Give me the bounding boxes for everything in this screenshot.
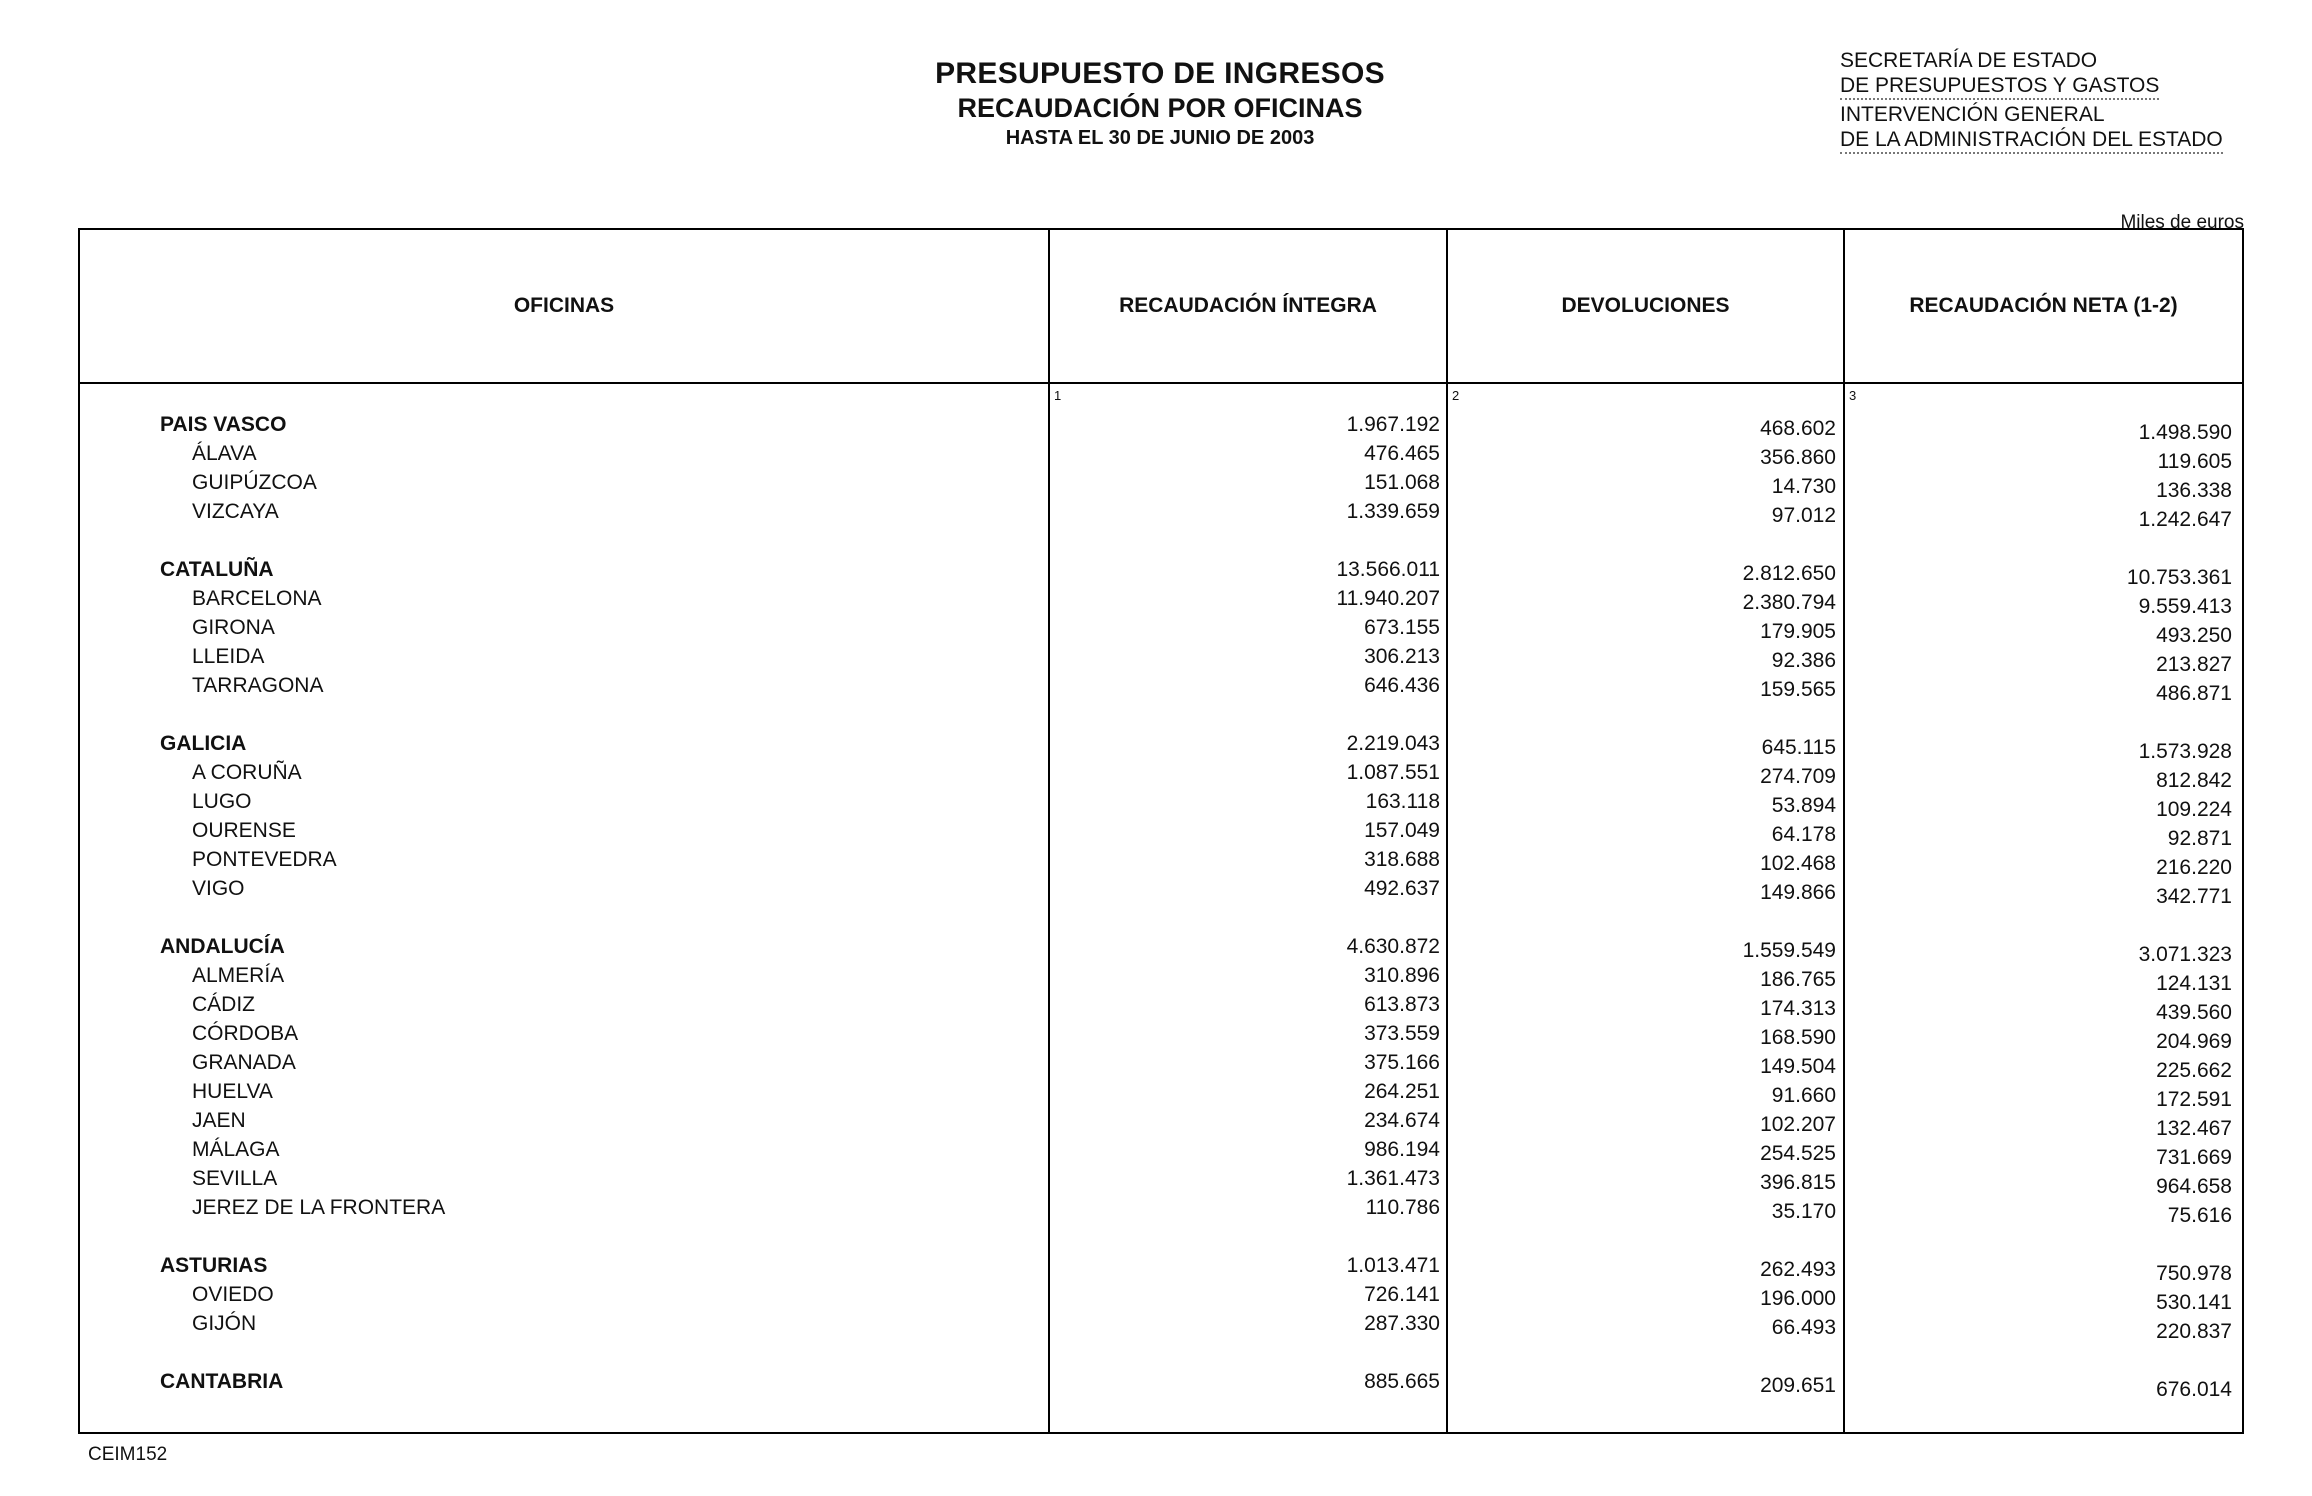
devoluciones-value: 14.730 — [1771, 475, 1836, 498]
header-divider — [78, 382, 2244, 384]
table-row — [80, 1280, 2242, 1314]
region-row — [80, 410, 2242, 444]
devoluciones-value: 179.905 — [1760, 620, 1836, 643]
column-header-recaudacion-integra: RECAUDACIÓN ÍNTEGRA — [1119, 294, 1377, 317]
table-row — [80, 497, 2242, 531]
devoluciones-value: 1.559.549 — [1742, 939, 1836, 962]
office-name: ÁLAVA — [192, 442, 257, 465]
report-subtitle: RECAUDACIÓN POR OFICINAS — [957, 93, 1363, 123]
office-name: TARRAGONA — [192, 674, 324, 697]
table-row — [80, 845, 2242, 879]
column-header-recaudacion-neta: RECAUDACIÓN NETA (1-2) — [1909, 294, 2178, 317]
recaudacion-neta-value: 124.131 — [2156, 972, 2232, 995]
table-row — [80, 874, 2242, 908]
recaudacion-integra-value: 1.087.551 — [1346, 761, 1440, 784]
recaudacion-integra-value: 1.013.471 — [1346, 1254, 1440, 1277]
recaudacion-neta-value: 9.559.413 — [2138, 595, 2232, 618]
devoluciones-value: 2.812.650 — [1742, 562, 1836, 585]
table-row — [80, 439, 2242, 473]
agency-line: SECRETARÍA DE ESTADO — [1840, 49, 2098, 72]
devoluciones-value: 396.815 — [1760, 1171, 1836, 1194]
table-row — [80, 1019, 2242, 1053]
region-row — [80, 1367, 2242, 1401]
office-name: VIZCAYA — [192, 500, 279, 523]
recaudacion-neta-value: 530.141 — [2156, 1291, 2232, 1314]
recaudacion-integra-value: 476.465 — [1364, 442, 1440, 465]
devoluciones-value: 274.709 — [1760, 765, 1836, 788]
region-name: CANTABRIA — [160, 1370, 284, 1393]
table-row — [80, 1048, 2242, 1082]
table-row — [80, 1077, 2242, 1111]
region-name: PAIS VASCO — [160, 413, 287, 436]
recaudacion-integra-value: 373.559 — [1364, 1022, 1440, 1045]
office-name: PONTEVEDRA — [192, 848, 337, 871]
table-row — [80, 671, 2242, 705]
devoluciones-value: 168.590 — [1760, 1026, 1836, 1049]
table-row — [80, 584, 2242, 618]
recaudacion-neta-value: 216.220 — [2156, 856, 2232, 879]
devoluciones-value: 92.386 — [1771, 649, 1836, 672]
recaudacion-neta-value: 109.224 — [2156, 798, 2232, 821]
devoluciones-value: 262.493 — [1760, 1258, 1836, 1281]
devoluciones-value: 254.525 — [1760, 1142, 1836, 1165]
office-name: GRANADA — [192, 1051, 296, 1074]
recaudacion-neta-value: 132.467 — [2156, 1117, 2232, 1140]
recaudacion-neta-value: 1.498.590 — [2138, 421, 2232, 444]
devoluciones-value: 97.012 — [1771, 504, 1836, 527]
region-name: CATALUÑA — [160, 558, 274, 581]
table-row — [80, 1106, 2242, 1140]
office-name: LLEIDA — [192, 645, 265, 668]
recaudacion-neta-value: 75.616 — [2167, 1204, 2232, 1227]
agency-line: INTERVENCIÓN GENERAL — [1840, 103, 2105, 126]
units-label: Miles de euros — [2120, 212, 2244, 233]
region-name: ASTURIAS — [160, 1254, 268, 1277]
recaudacion-integra-value: 163.118 — [1365, 790, 1440, 813]
devoluciones-value: 356.860 — [1760, 446, 1836, 469]
devoluciones-value: 91.660 — [1771, 1084, 1836, 1107]
region-name: GALICIA — [160, 732, 247, 755]
recaudacion-integra-value: 1.361.473 — [1346, 1167, 1440, 1190]
agency-line: DE PRESUPUESTOS Y GASTOS — [1840, 74, 2159, 100]
recaudacion-integra-value: 306.213 — [1364, 645, 1440, 668]
devoluciones-value: 159.565 — [1760, 678, 1836, 701]
devoluciones-value: 2.380.794 — [1742, 591, 1836, 614]
recaudacion-neta-value: 10.753.361 — [2126, 566, 2232, 589]
recaudacion-integra-value: 264.251 — [1364, 1080, 1440, 1103]
office-name: MÁLAGA — [192, 1138, 280, 1161]
recaudacion-integra-value: 287.330 — [1364, 1312, 1440, 1335]
office-name: OVIEDO — [192, 1283, 274, 1306]
table-row — [80, 1164, 2242, 1198]
region-row — [80, 1251, 2242, 1285]
devoluciones-value: 468.602 — [1760, 417, 1836, 440]
recaudacion-neta-value: 1.242.647 — [2138, 508, 2232, 531]
office-name: GUIPÚZCOA — [192, 471, 317, 494]
devoluciones-value: 149.504 — [1760, 1055, 1836, 1078]
recaudacion-neta-value: 439.560 — [2156, 1001, 2232, 1024]
table-row — [80, 990, 2242, 1024]
form-code: CEIM152 — [88, 1444, 168, 1465]
office-name: SEVILLA — [192, 1167, 278, 1190]
recaudacion-neta-value: 676.014 — [2156, 1378, 2232, 1401]
column-number: 1 — [1054, 388, 1062, 403]
table-row — [80, 468, 2242, 502]
recaudacion-integra-value: 1.339.659 — [1346, 500, 1440, 523]
recaudacion-neta-value: 964.658 — [2156, 1175, 2232, 1198]
devoluciones-value: 102.468 — [1760, 852, 1836, 875]
recaudacion-integra-value: 151.068 — [1364, 471, 1440, 494]
recaudacion-neta-value: 493.250 — [2156, 624, 2232, 647]
table-row — [80, 613, 2242, 647]
table-row — [80, 961, 2242, 995]
recaudacion-integra-value: 310.896 — [1364, 964, 1440, 987]
recaudacion-integra-value: 646.436 — [1364, 674, 1440, 697]
region-row — [80, 729, 2242, 763]
devoluciones-value: 149.866 — [1760, 881, 1836, 904]
recaudacion-integra-value: 1.967.192 — [1346, 413, 1440, 436]
report-title-block — [840, 56, 1480, 152]
office-name: JAEN — [192, 1109, 246, 1132]
recaudacion-integra-value: 2.219.043 — [1346, 732, 1440, 755]
recaudacion-integra-value: 234.674 — [1364, 1109, 1440, 1132]
report-title: PRESUPUESTO DE INGRESOS — [935, 57, 1385, 90]
recaudacion-neta-value: 3.071.323 — [2138, 943, 2232, 966]
recaudacion-neta-value: 136.338 — [2156, 479, 2232, 502]
recaudacion-integra-value: 4.630.872 — [1346, 935, 1440, 958]
agency-block — [1840, 48, 2223, 152]
region-row — [80, 555, 2242, 589]
devoluciones-value: 102.207 — [1760, 1113, 1836, 1136]
office-name: CÁDIZ — [192, 993, 255, 1016]
region-row — [80, 932, 2242, 966]
office-name: ALMERÍA — [192, 964, 285, 987]
recaudacion-neta-value: 1.573.928 — [2138, 740, 2232, 763]
devoluciones-value: 66.493 — [1771, 1316, 1836, 1339]
recaudacion-integra-value: 885.665 — [1364, 1370, 1440, 1393]
devoluciones-value: 196.000 — [1760, 1287, 1836, 1310]
column-number: 2 — [1452, 388, 1460, 403]
recaudacion-neta-value: 342.771 — [2156, 885, 2232, 908]
recaudacion-integra-value: 110.786 — [1365, 1196, 1440, 1219]
office-name: BARCELONA — [192, 587, 322, 610]
recaudacion-neta-value: 750.978 — [2156, 1262, 2232, 1285]
recaudacion-neta-value: 225.662 — [2156, 1059, 2232, 1082]
recaudacion-integra-value: 613.873 — [1364, 993, 1440, 1016]
recaudacion-neta-value: 213.827 — [2156, 653, 2232, 676]
region-name: ANDALUCÍA — [160, 935, 285, 958]
recaudacion-integra-value: 986.194 — [1364, 1138, 1440, 1161]
recaudacion-integra-value: 726.141 — [1364, 1283, 1440, 1306]
devoluciones-value: 645.115 — [1761, 736, 1836, 759]
table-row — [80, 642, 2242, 676]
office-name: A CORUÑA — [192, 761, 302, 784]
report-period: HASTA EL 30 DE JUNIO DE 2003 — [1005, 127, 1315, 149]
office-name: VIGO — [192, 877, 245, 900]
recaudacion-neta-value: 92.871 — [2167, 827, 2232, 850]
devoluciones-value: 186.765 — [1760, 968, 1836, 991]
office-name: OURENSE — [192, 819, 296, 842]
recaudacion-neta-value: 220.837 — [2156, 1320, 2232, 1343]
office-name: LUGO — [192, 790, 252, 813]
recaudacion-integra-value: 375.166 — [1364, 1051, 1440, 1074]
recaudacion-integra-value: 11.940.207 — [1336, 587, 1440, 610]
table-row — [80, 1193, 2242, 1227]
column-number: 3 — [1849, 388, 1857, 403]
devoluciones-value: 53.894 — [1771, 794, 1836, 817]
recaudacion-neta-value: 812.842 — [2156, 769, 2232, 792]
recaudacion-neta-value: 204.969 — [2156, 1030, 2232, 1053]
devoluciones-value: 209.651 — [1760, 1374, 1836, 1397]
column-header-oficinas: OFICINAS — [513, 294, 615, 317]
recaudacion-neta-value: 731.669 — [2156, 1146, 2232, 1169]
table-body — [80, 410, 2242, 1401]
recaudacion-neta-value: 119.605 — [2157, 450, 2232, 473]
table-row — [80, 1135, 2242, 1169]
recaudacion-integra-value: 492.637 — [1364, 877, 1440, 900]
office-name: CÓRDOBA — [192, 1022, 299, 1045]
devoluciones-value: 64.178 — [1771, 823, 1836, 846]
recaudacion-neta-value: 172.591 — [2156, 1088, 2232, 1111]
recaudacion-integra-value: 157.049 — [1364, 819, 1440, 842]
devoluciones-value: 35.170 — [1771, 1200, 1836, 1223]
recaudacion-neta-value: 486.871 — [2156, 682, 2232, 705]
office-name: JEREZ DE LA FRONTERA — [192, 1196, 446, 1219]
agency-line: DE LA ADMINISTRACIÓN DEL ESTADO — [1840, 128, 2223, 154]
table-row — [80, 758, 2242, 792]
column-header-devoluciones: DEVOLUCIONES — [1561, 294, 1730, 317]
recaudacion-integra-value: 673.155 — [1364, 616, 1440, 639]
table-row — [80, 787, 2242, 821]
office-name: HUELVA — [192, 1080, 273, 1103]
recaudacion-integra-value: 318.688 — [1364, 848, 1440, 871]
table-row — [80, 816, 2242, 850]
office-name: GIRONA — [192, 616, 275, 639]
recaudacion-integra-value: 13.566.011 — [1336, 558, 1440, 581]
office-name: GIJÓN — [192, 1312, 257, 1335]
devoluciones-value: 174.313 — [1760, 997, 1836, 1020]
table-row — [80, 1309, 2242, 1343]
